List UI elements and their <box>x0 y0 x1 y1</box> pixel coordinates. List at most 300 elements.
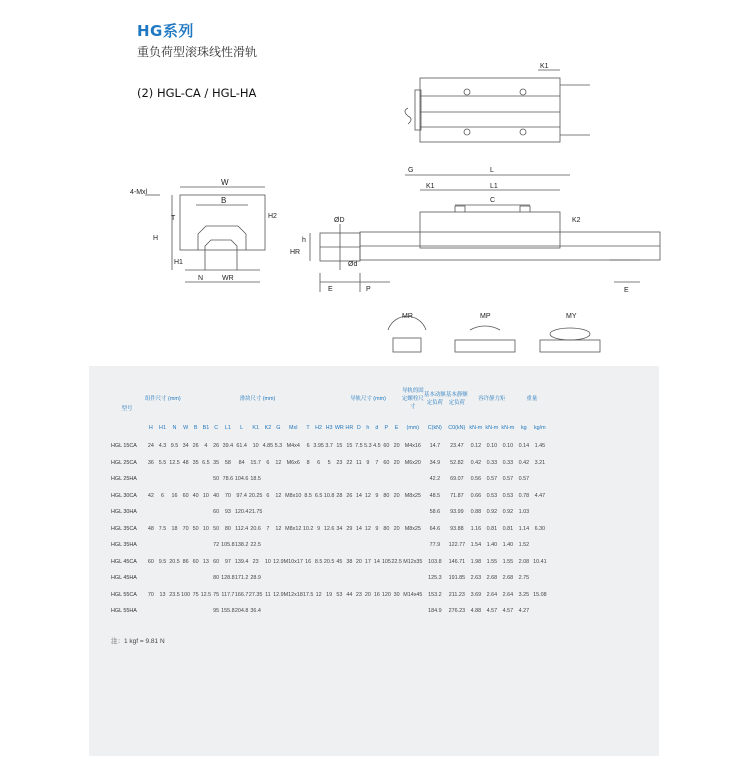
subheader-cell: C(kN) <box>427 425 442 431</box>
table-cell: 4.85 <box>262 443 274 450</box>
model-cell: HGL 30HA <box>111 509 137 516</box>
subheader-cell: B1 <box>202 425 210 431</box>
table-cell <box>263 504 274 521</box>
table-cell: 10 <box>252 443 259 450</box>
table-cell: 60 <box>383 443 390 450</box>
table-cell: 19 <box>326 591 333 598</box>
table-cell <box>157 471 169 488</box>
table-cell <box>273 570 284 587</box>
subheader-cell: H3 <box>325 425 333 431</box>
table-cell <box>344 537 354 554</box>
table-cell: 9.5 <box>158 558 167 565</box>
table-cell <box>354 504 363 521</box>
subheader-cell: H2 <box>315 425 323 431</box>
table-cell: 17.5 <box>302 591 314 598</box>
subheader-cell: C <box>214 425 219 431</box>
table-cell: 34 <box>336 525 343 532</box>
table-cell <box>191 603 201 620</box>
table-cell: 0.92 <box>502 509 514 516</box>
table-cell: 75 <box>213 591 220 598</box>
spec-table <box>109 378 548 620</box>
table-cell <box>391 537 402 554</box>
subheader-cell: Mxl <box>289 425 298 431</box>
table-cell: 10 <box>202 492 209 499</box>
table-cell: 1.16 <box>470 525 482 532</box>
table-cell: 16 <box>171 492 178 499</box>
table-cell: M8x12 <box>285 525 302 532</box>
table-cell <box>145 570 157 587</box>
table-cell: 22.5 <box>250 542 261 549</box>
table-row <box>109 554 548 571</box>
table-cell <box>324 471 335 488</box>
table-cell: 24 <box>147 443 154 450</box>
table-cell: 27.35 <box>248 591 263 598</box>
table-cell: 35 <box>213 459 220 466</box>
table-cell: 0.42 <box>518 459 530 466</box>
table-cell: 22 <box>346 459 353 466</box>
subheader-cell: WR <box>334 425 344 431</box>
table-cell: 155.8 <box>221 608 235 615</box>
table-cell <box>313 603 324 620</box>
label-k1: K1 <box>426 183 435 190</box>
table-cell: 20 <box>355 558 362 565</box>
table-cell: 53 <box>336 591 343 598</box>
subheader-cell: K1 <box>252 425 259 431</box>
table-cell: 125.3 <box>428 575 442 582</box>
table-cell: 36.4 <box>250 608 261 615</box>
model-cell: HGL 45HA <box>111 575 137 582</box>
model-cell: HGL 35HA <box>111 542 137 549</box>
table-cell <box>344 570 354 587</box>
label-wr: WR <box>222 275 234 282</box>
table-cell: 52.82 <box>450 459 464 466</box>
subheader-cell: N <box>172 425 177 431</box>
table-cell <box>168 570 180 587</box>
subheader-cell: H <box>148 425 153 431</box>
table-cell: 14 <box>355 525 362 532</box>
subheader-cell: kN-m <box>469 425 483 431</box>
table-cell <box>354 570 363 587</box>
model-cell: HGL 45CA <box>111 558 137 565</box>
table-cell: 17 <box>364 558 371 565</box>
table-cell: 70 <box>224 492 231 499</box>
table-cell <box>303 471 314 488</box>
table-cell <box>334 471 344 488</box>
table-cell: 3.21 <box>534 459 546 466</box>
table-cell: 12 <box>364 492 371 499</box>
table-cell <box>157 537 169 554</box>
table-cell <box>391 570 402 587</box>
table-cell: 11 <box>356 459 362 466</box>
table-cell: 10.2 <box>302 525 314 532</box>
table-cell: 117.7 <box>221 591 235 598</box>
table-cell <box>313 537 324 554</box>
table-cell <box>284 471 303 488</box>
table-cell: M12x18 <box>283 591 303 598</box>
table-cell <box>263 603 274 620</box>
table-cell: 7.5 <box>158 525 167 532</box>
table-cell <box>303 504 314 521</box>
col-dyn: 基本动额定负荷 <box>424 392 446 406</box>
table-cell <box>381 570 391 587</box>
table-cell: 211.23 <box>448 591 465 598</box>
table-cell: 2.63 <box>470 575 482 582</box>
table-cell: 1.03 <box>518 509 530 516</box>
table-cell: 1.14 <box>518 525 530 532</box>
table-cell: 1.52 <box>518 542 530 549</box>
table-cell: 6 <box>266 492 270 499</box>
col-bolt: 导轨的固定螺栓尺寸 <box>402 388 424 410</box>
table-cell: 0.10 <box>502 443 514 450</box>
table-cell <box>363 603 372 620</box>
table-row <box>109 603 548 620</box>
table-cell: 5.3 <box>364 443 372 450</box>
table-cell <box>303 570 314 587</box>
table-cell: 23 <box>252 558 259 565</box>
table-cell: 0.88 <box>470 509 482 516</box>
table-cell: 60 <box>147 558 154 565</box>
table-cell <box>145 471 157 488</box>
table-cell: 3.25 <box>518 591 530 598</box>
subheader-cell: h <box>366 425 370 431</box>
table-cell <box>381 603 391 620</box>
table-cell <box>532 537 548 554</box>
table-cell: 8 <box>306 459 310 466</box>
col-block: 滑块尺寸 (mm) <box>239 396 276 402</box>
table-cell: 35 <box>192 459 199 466</box>
col-stat: 基本静额定负荷 <box>446 392 468 406</box>
table-cell: 97.4 <box>236 492 247 499</box>
model-cell: HGL 25HA <box>111 476 137 483</box>
table-cell: 70 <box>147 591 154 598</box>
table-cell: 6 <box>161 492 164 499</box>
table-cell <box>381 504 391 521</box>
table-cell: 95 <box>213 608 220 615</box>
table-cell: 128.8 <box>221 575 235 582</box>
table-cell <box>344 471 354 488</box>
table-cell <box>313 504 324 521</box>
table-cell <box>201 537 212 554</box>
table-cell: 22.5 <box>391 558 402 565</box>
subheader-cell: K2 <box>264 425 272 431</box>
subheader-cell: C0(kN) <box>448 425 466 431</box>
subheader-cell: (mm) <box>406 425 420 431</box>
table-cell: 2.68 <box>486 575 498 582</box>
subheader-cell: E <box>394 425 399 431</box>
label-l: L <box>490 167 494 174</box>
table-cell: 122.77 <box>448 542 466 549</box>
table-cell <box>363 471 372 488</box>
table-cell: 70 <box>182 525 189 532</box>
table-cell: 8.5 <box>304 492 312 499</box>
label-t: T <box>171 215 176 222</box>
label-p: P <box>366 286 371 293</box>
table-cell: 21.75 <box>248 509 263 516</box>
table-cell: 15.7 <box>250 459 261 466</box>
table-cell: 138.2 <box>234 542 249 549</box>
table-cell: 36 <box>147 459 154 466</box>
table-cell: 29 <box>346 525 353 532</box>
table-cell: 44 <box>346 591 353 598</box>
table-cell: 20 <box>364 591 371 598</box>
table-cell: 0.33 <box>486 459 498 466</box>
table-cell <box>402 603 424 620</box>
table-cell: 2.64 <box>486 591 498 598</box>
table-cell <box>181 570 191 587</box>
table-cell <box>263 570 274 587</box>
table-cell: 6.5 <box>202 459 210 466</box>
table-cell: 93.99 <box>450 509 464 516</box>
col-moment: 容许静力矩 <box>478 396 506 402</box>
table-cell: 5.5 <box>158 459 167 466</box>
label-b: B <box>221 196 227 205</box>
table-cell: 184.9 <box>428 608 442 615</box>
table-cell <box>372 504 381 521</box>
table-cell: 80 <box>213 575 220 582</box>
table-cell: 80 <box>224 525 231 532</box>
table-cell: 60 <box>213 558 220 565</box>
table-cell: 0.12 <box>470 443 482 450</box>
col-rail: 导轨尺寸 (mm) <box>350 396 386 402</box>
table-cell: 0.56 <box>470 476 482 483</box>
table-cell: 3.95 <box>313 443 324 450</box>
table-cell: 28.9 <box>250 575 261 582</box>
table-cell <box>145 504 157 521</box>
table-cell: 97 <box>224 558 231 565</box>
table-cell: 18.5 <box>250 476 261 483</box>
table-row <box>109 488 548 505</box>
table-cell: 12.9 <box>273 558 284 565</box>
subheader-cell: P <box>384 425 389 431</box>
table-cell: 4.3 <box>158 443 167 450</box>
table-cell: 60 <box>182 492 189 499</box>
table-cell <box>344 504 354 521</box>
table-cell: 112.4 <box>235 525 249 532</box>
table-cell: 0.66 <box>470 492 482 499</box>
table-cell: 4.88 <box>470 608 482 615</box>
subheader-cell: L <box>240 425 244 431</box>
table-cell: 30 <box>393 591 400 598</box>
table-cell: 105 <box>381 558 391 565</box>
table-cell: M4x4 <box>286 443 300 450</box>
table-cell <box>334 603 344 620</box>
table-cell <box>273 471 284 488</box>
table-cell: 20 <box>393 492 400 499</box>
subheader-cell: G <box>276 425 281 431</box>
series-title: HG系列 <box>137 22 194 40</box>
table-cell: 13 <box>159 591 166 598</box>
subheader-cell: HR <box>345 425 354 431</box>
table-cell: 4.47 <box>534 492 546 499</box>
label-k2: K2 <box>572 217 581 224</box>
table-cell: 20.5 <box>323 558 335 565</box>
label-e: E <box>328 286 333 293</box>
table-cell: 146.71 <box>448 558 466 565</box>
table-cell: 4.57 <box>502 608 514 615</box>
table-cell: 7 <box>266 525 270 532</box>
table-cell <box>324 603 335 620</box>
table-cell: 80 <box>383 525 390 532</box>
table-cell: 2.68 <box>502 575 514 582</box>
table-cell <box>402 570 424 587</box>
table-cell: 191.85 <box>448 575 466 582</box>
table-cell <box>157 504 169 521</box>
table-cell: 1.40 <box>502 542 514 549</box>
table-cell <box>532 603 548 620</box>
table-cell: 1.55 <box>486 558 498 565</box>
table-cell: 3.69 <box>470 591 482 598</box>
table-cell: 0.78 <box>518 492 530 499</box>
table-cell: 0.33 <box>502 459 514 466</box>
table-cell: 40 <box>213 492 220 499</box>
table-cell: M8x10 <box>285 492 302 499</box>
table-cell: 61.4 <box>236 443 247 450</box>
table-cell: 0.53 <box>486 492 498 499</box>
table-cell <box>168 537 180 554</box>
subheader-cell: d <box>375 425 379 431</box>
table-cell: 0.81 <box>502 525 514 532</box>
col-weight: 重量 <box>526 396 538 402</box>
table-cell: 12.6 <box>323 525 335 532</box>
subheader-cell: kg/m <box>533 425 546 431</box>
table-cell <box>354 603 363 620</box>
table-cell: 15.08 <box>533 591 547 598</box>
table-cell: 12 <box>275 492 282 499</box>
unit-note: 注：1 kgf = 9.81 N <box>111 638 165 645</box>
table-cell: 15 <box>346 443 353 450</box>
table-cell <box>381 471 391 488</box>
table-cell: 50 <box>192 525 199 532</box>
table-cell <box>372 537 381 554</box>
table-cell: 48.5 <box>429 492 441 499</box>
table-cell: 204.8 <box>234 608 249 615</box>
table-cell <box>263 471 274 488</box>
table-cell: 7.5 <box>355 443 363 450</box>
table-cell <box>168 603 180 620</box>
section-title: (2) HGL-CA / HGL-HA <box>137 86 257 100</box>
table-cell: 0.53 <box>502 492 514 499</box>
table-cell: 20.6 <box>250 525 261 532</box>
model-cell: HGL 35CA <box>111 525 137 532</box>
table-cell <box>363 537 372 554</box>
label-e2: E <box>624 287 629 294</box>
table-cell <box>532 570 548 587</box>
table-cell <box>157 603 169 620</box>
table-cell <box>168 471 180 488</box>
table-cell <box>284 504 303 521</box>
label-k1-top: K1 <box>540 63 549 70</box>
table-cell: 104.6 <box>234 476 249 483</box>
table-cell: 9 <box>366 459 370 466</box>
table-cell <box>324 570 335 587</box>
table-cell: 23.5 <box>169 591 180 598</box>
table-cell: 86 <box>182 558 189 565</box>
table-cell: 69.07 <box>450 476 464 483</box>
table-cell: 11 <box>265 591 271 598</box>
label-hr: HR <box>290 249 301 256</box>
table-cell: 78.6 <box>222 476 234 483</box>
subheader-cell: kN-m <box>485 425 499 431</box>
table-cell: 34.9 <box>429 459 441 466</box>
table-cell <box>303 603 314 620</box>
spec-table-panel <box>89 366 659 756</box>
table-cell: 38 <box>346 558 353 565</box>
table-cell: 26 <box>192 443 199 450</box>
table-cell: 6.30 <box>534 525 546 532</box>
table-cell <box>532 504 548 521</box>
label-g: G <box>408 167 414 174</box>
label-h1: H1 <box>174 259 183 266</box>
table-cell: 60 <box>383 459 390 466</box>
subheader-cell: T <box>306 425 310 431</box>
table-cell: 12.5 <box>169 459 180 466</box>
table-cell: 42.2 <box>429 476 441 483</box>
table-cell: 103.8 <box>428 558 442 565</box>
table-cell: 9 <box>317 525 321 532</box>
table-cell: 2.64 <box>502 591 514 598</box>
model-cell: HGL 15CA <box>111 443 137 450</box>
table-cell: 105.8 <box>221 542 235 549</box>
table-cell: 12 <box>275 525 282 532</box>
col-assembly: 组件尺寸 (mm) <box>145 396 181 402</box>
table-cell: 139.4 <box>234 558 249 565</box>
table-cell <box>273 537 284 554</box>
table-cell: M8x25 <box>404 492 421 499</box>
table-cell: 0.81 <box>486 525 498 532</box>
table-cell: 120 <box>381 591 391 598</box>
table-cell: 14 <box>355 492 362 499</box>
table-cell: 48 <box>182 459 189 466</box>
table-cell: 9 <box>375 492 379 499</box>
table-cell <box>334 570 344 587</box>
col-model: 型号 <box>121 406 133 412</box>
table-cell <box>181 471 191 488</box>
table-cell: 72 <box>213 542 220 549</box>
table-cell <box>181 504 191 521</box>
table-cell: 5 <box>327 459 331 466</box>
table-cell: 16 <box>305 558 312 565</box>
table-cell: 75 <box>192 591 199 598</box>
table-cell <box>263 537 274 554</box>
label-mr: MR <box>402 313 413 320</box>
model-cell: HGL 55HA <box>111 608 137 615</box>
subheader-cell: B <box>193 425 198 431</box>
table-cell <box>532 471 548 488</box>
table-cell <box>391 603 402 620</box>
table-cell <box>284 603 303 620</box>
label-l1: L1 <box>490 183 498 190</box>
table-cell <box>402 537 424 554</box>
table-cell: 120.4 <box>234 509 249 516</box>
table-cell <box>354 537 363 554</box>
label-my: MY <box>566 313 577 320</box>
label-mxl: 4-Mxl <box>130 189 148 196</box>
table-cell: 58 <box>224 459 231 466</box>
table-cell <box>381 537 391 554</box>
table-cell <box>201 603 212 620</box>
table-cell: 171.2 <box>234 575 249 582</box>
label-mp: MP <box>480 313 491 320</box>
table-cell <box>363 570 372 587</box>
table-cell: 60 <box>192 558 199 565</box>
label-d-small: Ød <box>348 261 358 268</box>
table-cell: 10.41 <box>533 558 547 565</box>
table-cell: 100 <box>181 591 191 598</box>
label-c: C <box>490 197 496 204</box>
table-cell: 6 <box>266 459 270 466</box>
table-cell <box>181 537 191 554</box>
table-row <box>109 570 548 587</box>
